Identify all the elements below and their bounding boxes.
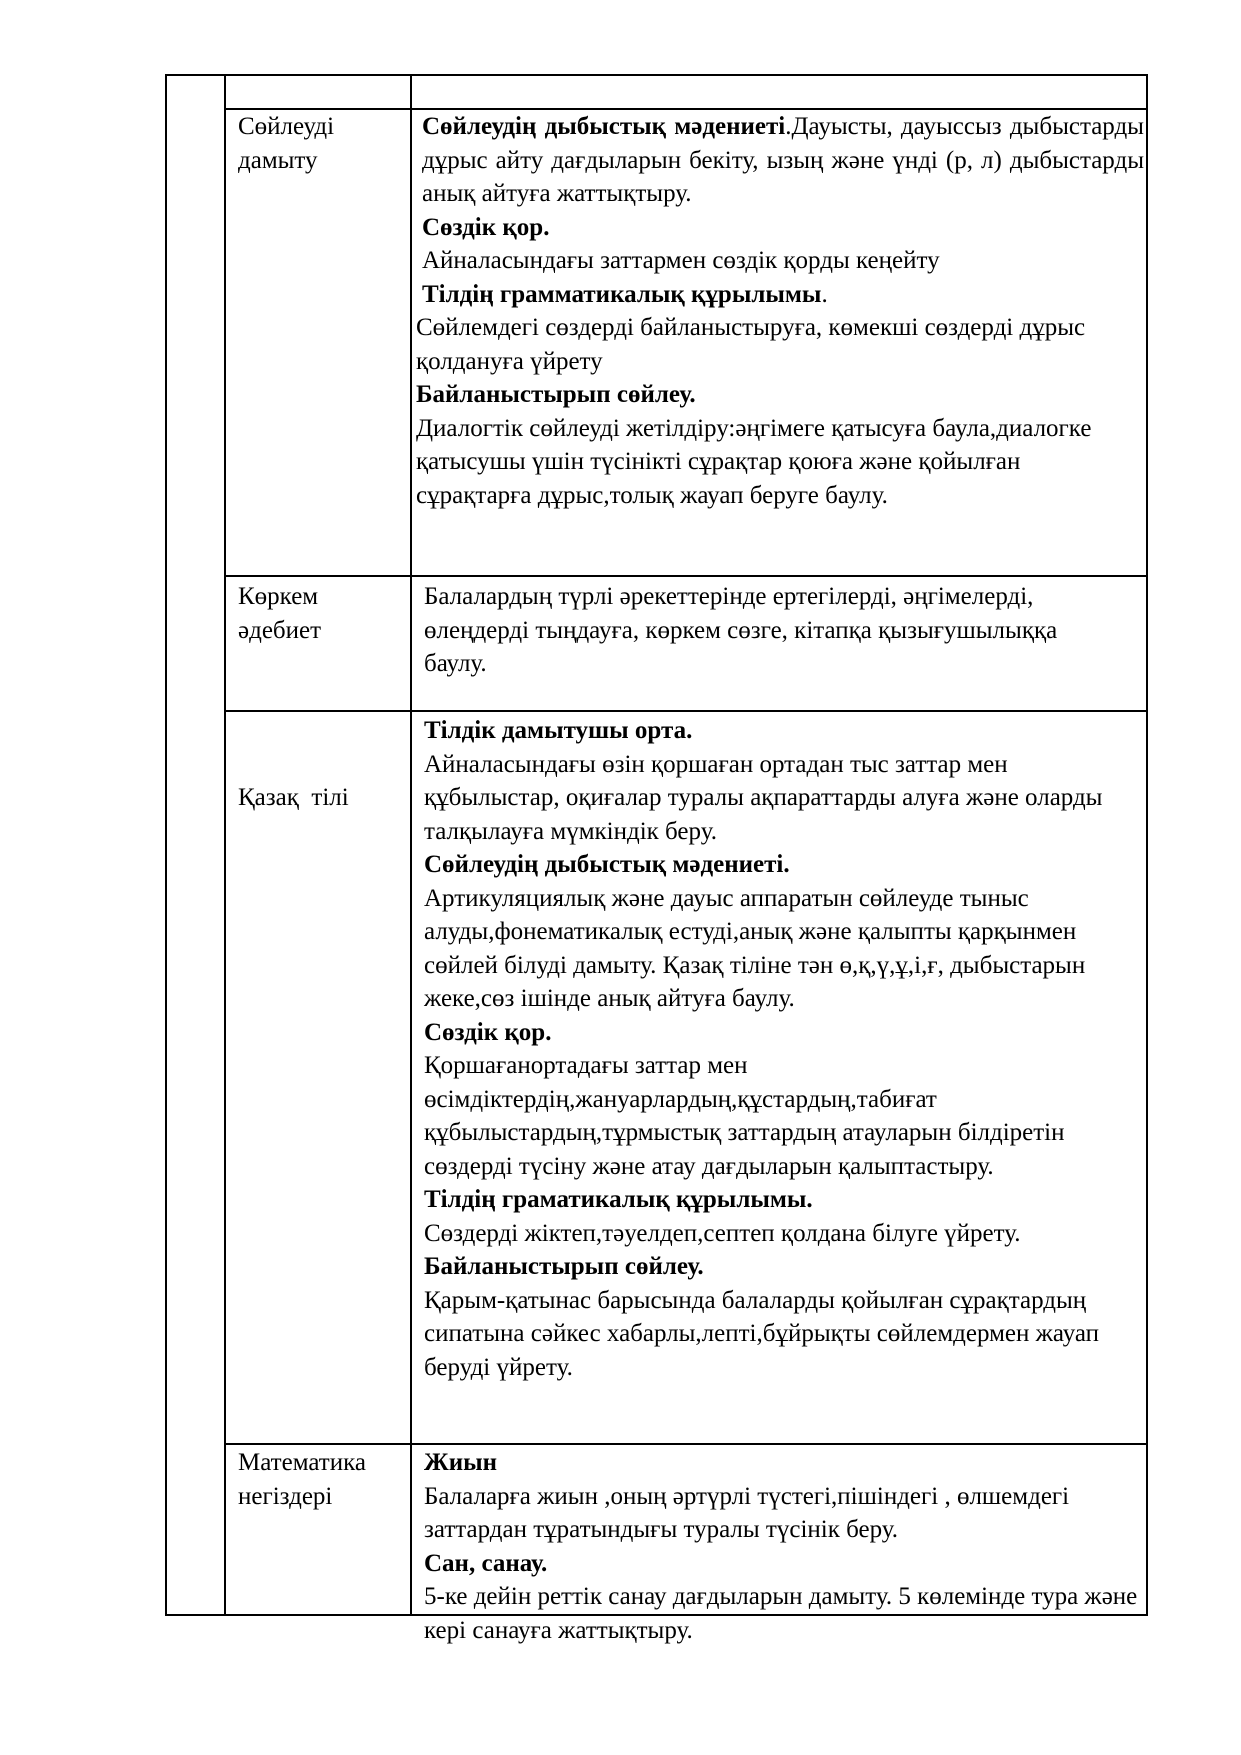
paragraph-text: .Дауысты, дауыссыз дыбыстарды дұрыс айту дағдыларын бекіту, ызың және үнді (р, л) дыбыстарды анық айтуға жаттықтыру.: [422, 113, 1144, 207]
row-divider-3: [224, 710, 1148, 712]
paragraph-text: Қарым-қатынас барысында балаларды қойылған сұрақтардың сипатына сәйкес хабарлы,лепті,бұйрықты сөйлемдермен жауап беруді үйрету.: [424, 1286, 1100, 1381]
table-border-right: [1146, 74, 1148, 1616]
paragraph: [424, 1547, 1142, 1581]
section-heading: Сөздік қор.: [424, 1018, 552, 1046]
paragraph: [424, 882, 1142, 1016]
label-line: Қазақ тілі: [238, 784, 349, 811]
section-heading: Сөздік қор.: [422, 213, 550, 241]
row-label-speech: [238, 110, 398, 177]
label-line: Математика: [238, 1449, 366, 1476]
column-divider-1: [224, 74, 226, 1616]
paragraph: [424, 1250, 1142, 1284]
paragraph: [416, 110, 1144, 211]
paragraph: [424, 1580, 1142, 1647]
label-line: дамыту: [238, 146, 318, 174]
label-line: Көркем: [238, 583, 319, 610]
row-divider-2: [224, 575, 1148, 577]
paragraph: [416, 244, 1144, 278]
table-border-left: [165, 74, 167, 1616]
paragraph-text: Сөйлемдегі сөздерді байланыстыруға, көмекші сөздерді дұрыс қолдануға үйрету: [416, 314, 1086, 375]
paragraph: [416, 311, 1096, 378]
section-heading: Тілдік дамытушы орта.: [424, 717, 693, 744]
paragraph: [424, 714, 1142, 748]
paragraph: [416, 211, 1144, 245]
paragraph: [424, 1016, 1142, 1050]
paragraph: [424, 580, 1114, 681]
column-divider-2: [410, 74, 412, 1616]
paragraph: [424, 1049, 1142, 1183]
paragraph-text: Сөздерді жіктеп,тәуелдеп,септеп қолдана білуге үйрету.: [424, 1219, 1021, 1247]
paragraph-text: Айналасындағы өзін қоршаған ортадан тыс заттар мен құбылыстар, оқиғалар туралы ақпараттарды алуға және оларды талқылауға мүмкіндік беру.: [424, 750, 1103, 845]
row-divider-4: [224, 1443, 1148, 1445]
section-heading: Байланыстырып сөйлеу.: [424, 1253, 704, 1280]
paragraph-text: .: [821, 280, 828, 308]
row-content-literature: [424, 580, 1144, 681]
row-content-math: [424, 1446, 1142, 1647]
paragraph-text: Артикуляциялық және дауыс аппаратын сөйлеуде тыныс алуды,фонематикалық естуді,анық және қалыпты қарқынмен сөйлей білуді дамыту. Қазақ тіліне тән ө,қ,ү,ұ,і,ғ, дыбыстарын жеке,сөз ішінде анық айтуға баулу.: [424, 884, 1086, 1012]
paragraph: [424, 1183, 1142, 1217]
paragraph: [424, 748, 1142, 849]
section-heading: Тілдің граматикалық құрылымы.: [424, 1186, 813, 1213]
section-heading: Сөйлеудің дыбыстық мәдениеті.: [424, 851, 790, 878]
paragraph: [424, 848, 1142, 882]
row-content-speech: [416, 110, 1144, 512]
paragraph-text: Қоршағанортадағы заттар мен өсімдіктердің,жануарлардың,құстардың,табиғат құбылыстардың,тұрмыстық заттардың атауларын білдіретін сөздерді түсіну және атау дағдыларын қалыптастыру.: [424, 1052, 1065, 1180]
section-heading: Сөйлеудің дыбыстық мәдениеті: [422, 113, 786, 140]
section-heading: Байланыстырып сөйлеу.: [416, 381, 696, 408]
row-label-kazakh: [238, 714, 398, 882]
row-label-math: [238, 1446, 398, 1513]
label-line: Сөйлеуді: [238, 113, 335, 140]
paragraph-text: Балалардың түрлі әрекеттерінде ертегілерді, әңгімелерді, өлеңдерді тыңдауға, көркем сөзге, кітапқа қызығушылыққа баулу.: [424, 583, 1058, 677]
paragraph: [416, 378, 1144, 412]
section-heading: Тілдің грамматикалық құрылымы: [422, 280, 822, 308]
paragraph-text: Балаларға жиын ,оның әртүрлі түстегі,пішіндегі , өлшемдегі заттардан тұратындығы туралы түсінік беру.: [424, 1482, 1070, 1543]
section-heading: Жиын: [424, 1449, 498, 1476]
label-line: әдебиет: [238, 616, 322, 644]
section-heading: Сан, санау.: [424, 1549, 548, 1577]
paragraph: [416, 278, 1144, 312]
row-content-kazakh: [424, 714, 1142, 1384]
paragraph-text: 5-ке дейін реттік санау дағдыларын дамыту. 5 көлемінде тура және кері санауға жаттықтыру.: [424, 1583, 1138, 1644]
table-border-top: [165, 74, 1148, 76]
label-line: негіздері: [238, 1482, 333, 1510]
paragraph-text: Диалогтік сөйлеуді жетілдіру:әңгімеге қатысуға баула,диалогке қатысушы үшін түсінікті сұрақтар қоюға және қойылған сұрақтарға дұрыс,толық жауап беруге баулу.: [416, 414, 1092, 509]
paragraph: [416, 412, 1116, 513]
paragraph-text: Айналасындағы заттармен сөздік қорды кеңейту: [422, 247, 940, 274]
paragraph: [424, 1480, 1142, 1547]
row-label-literature: [238, 580, 398, 647]
paragraph: [424, 1284, 1142, 1385]
paragraph: [424, 1217, 1142, 1251]
paragraph: [424, 1446, 1142, 1480]
